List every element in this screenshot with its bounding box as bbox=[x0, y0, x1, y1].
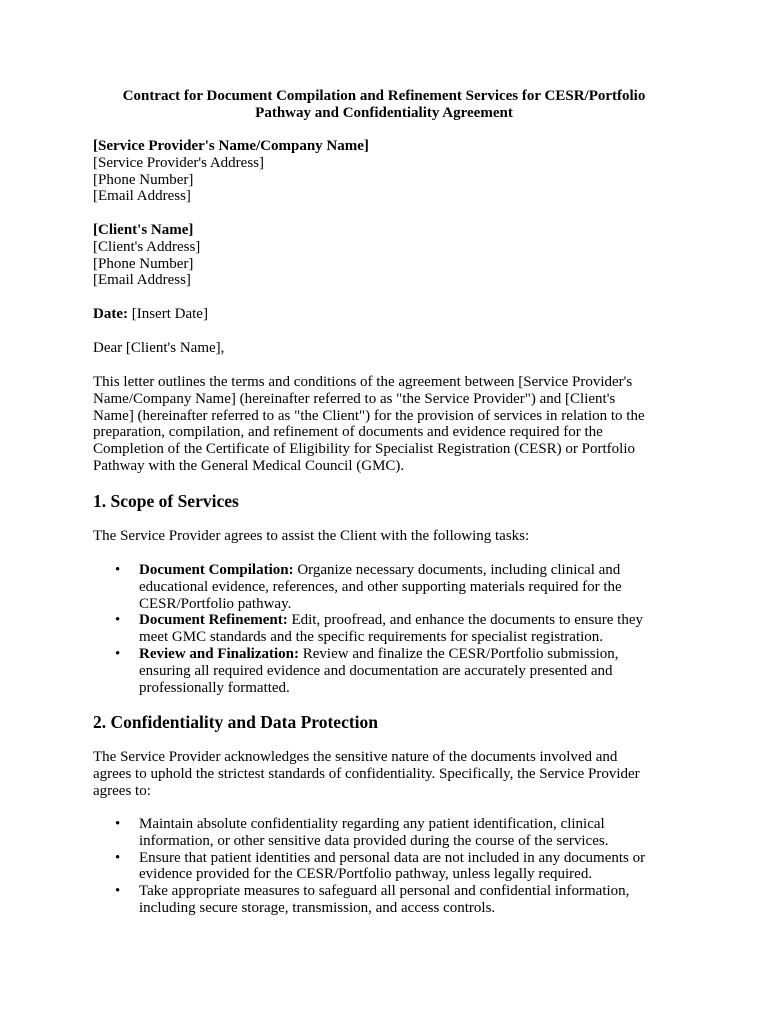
provider-phone: [Phone Number] bbox=[93, 171, 194, 188]
date-value: [Insert Date] bbox=[127, 306, 208, 322]
salutation bbox=[93, 340, 683, 357]
item-label: Document Refinement: bbox=[139, 612, 288, 629]
provider-address: [Service Provider's Address] bbox=[93, 154, 264, 171]
item-text: educational evidence, references, and other supporting materials required for the bbox=[139, 578, 622, 595]
intro-line: Name] (hereinafter referred to as "the Client") for the provision of services in relation to the bbox=[93, 407, 645, 424]
client-phone: [Phone Number] bbox=[93, 255, 194, 272]
list-item bbox=[93, 850, 693, 884]
intro-line: Pathway with the General Medical Council (GMC). bbox=[93, 457, 405, 474]
bullet: • bbox=[115, 883, 121, 900]
client-block bbox=[93, 222, 683, 289]
section-2-lead bbox=[93, 749, 683, 799]
item-text: ensuring all required evidence and documentation are accurately presented and bbox=[139, 662, 613, 679]
item-text: meet GMC standards and the specific requirements for specialist registration. bbox=[139, 629, 604, 646]
list-item bbox=[93, 883, 693, 917]
date-label: Date: bbox=[93, 306, 128, 322]
section-1-lead bbox=[93, 528, 683, 545]
scope-list bbox=[93, 562, 693, 696]
item-text: Edit, proofread, and enhance the documents to ensure they bbox=[287, 612, 644, 629]
provider-name: [Service Provider's Name/Company Name] bbox=[93, 138, 369, 154]
intro-line: This letter outlines the terms and conditions of the agreement between [Service Provider's bbox=[93, 374, 633, 390]
document-title bbox=[93, 88, 675, 122]
bullet: • bbox=[115, 612, 121, 629]
item-text: including secure storage, transmission, and access controls. bbox=[139, 899, 496, 916]
bullet: • bbox=[115, 849, 121, 866]
provider-email: [Email Address] bbox=[93, 188, 191, 205]
list-item bbox=[93, 816, 693, 850]
item-label: Review and Finalization: bbox=[139, 645, 299, 662]
provider-block bbox=[93, 138, 683, 205]
item-text: Take appropriate measures to safeguard all personal and confidential information, bbox=[139, 883, 630, 900]
list-item bbox=[93, 646, 693, 696]
section-2-lead-line: The Service Provider acknowledges the sensitive nature of the documents involved and bbox=[93, 749, 618, 765]
intro-paragraph bbox=[93, 374, 683, 475]
client-address: [Client's Address] bbox=[93, 238, 201, 255]
section-2-lead-line: agrees to uphold the strictest standards of confidentiality. Specifically, the Service Provider bbox=[93, 765, 640, 782]
salutation-text: Dear [Client's Name], bbox=[93, 340, 225, 356]
item-text: Maintain absolute confidentiality regarding any patient identification, clinical bbox=[139, 816, 605, 832]
intro-line: preparation, compilation, and refinement of documents and evidence required for the bbox=[93, 424, 603, 441]
item-label: Document Compilation: bbox=[139, 562, 294, 578]
date-line bbox=[93, 306, 683, 323]
section-2-heading: 2. Confidentiality and Data Protection bbox=[93, 712, 379, 732]
section-1-lead-text: The Service Provider agrees to assist the Client with the following tasks: bbox=[93, 528, 530, 544]
client-email: [Email Address] bbox=[93, 272, 191, 289]
title-line-1: Contract for Document Compilation and Refinement Services for CESR/Portfolio bbox=[122, 88, 646, 104]
bullet: • bbox=[115, 562, 121, 578]
intro-line: Name/Company Name] (hereinafter referred to as "the Service Provider") and [Client's bbox=[93, 390, 616, 407]
item-text: Review and finalize the CESR/Portfolio submission, bbox=[299, 645, 619, 662]
list-item bbox=[93, 612, 693, 646]
section-1-heading: 1. Scope of Services bbox=[93, 491, 239, 511]
bullet: • bbox=[115, 645, 121, 662]
client-name: [Client's Name] bbox=[93, 222, 194, 238]
item-text: information, or other sensitive data provided during the course of the services. bbox=[139, 832, 609, 849]
item-text: CESR/Portfolio pathway. bbox=[139, 595, 292, 612]
confidentiality-list bbox=[93, 816, 693, 917]
bullet: • bbox=[115, 816, 121, 832]
item-text: Organize necessary documents, including clinical and bbox=[293, 562, 621, 578]
title-line-2: Pathway and Confidentiality Agreement bbox=[255, 105, 513, 121]
item-text: Ensure that patient identities and personal data are not included in any documents or bbox=[139, 849, 646, 866]
item-text: professionally formatted. bbox=[139, 679, 290, 696]
item-text: evidence provided for the CESR/Portfolio pathway, unless legally required. bbox=[139, 866, 593, 883]
intro-line: Completion of the Certificate of Eligibility for Specialist Registration (CESR) or Portfolio bbox=[93, 441, 635, 458]
section-2-lead-line: agrees to: bbox=[93, 782, 151, 799]
list-item bbox=[93, 562, 693, 612]
